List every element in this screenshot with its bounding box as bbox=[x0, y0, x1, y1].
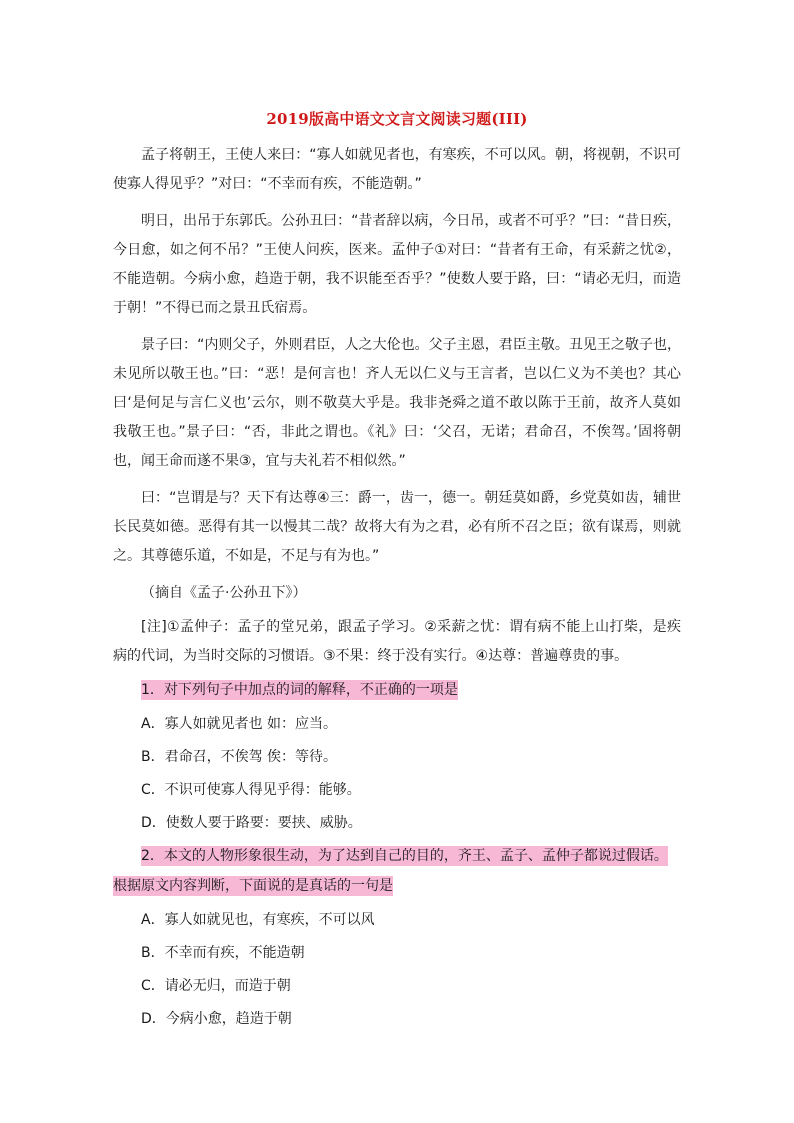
document-body bbox=[113, 141, 681, 1037]
question-1-option-d: D．使数人要于路要：要挟、威胁。 bbox=[141, 815, 362, 831]
question-2-option-b: B．不幸而有疾，不能造朝 bbox=[141, 945, 305, 961]
passage-paragraph-2: 明日，出吊于东郭氏。公孙丑曰：“昔者辞以病，今日吊，或者不可乎？”曰：“昔日疾，今日愈，如之何不吊？”王使人问疾，医来。孟仲子①对曰：“昔者有王命，有采薪之忧②，不能造朝。今病小愈，趋造于朝，我不识能至否乎？”使数人要于路，曰：“请必无归，而造于朝！”不得已而之景丑氏宿焉。 bbox=[113, 213, 681, 316]
question-1-option-a: A．寡人如就见者也 如：应当。 bbox=[141, 716, 338, 732]
document-title: 2019版高中语文文言文阅读习题(III) bbox=[266, 110, 528, 128]
question-1-prompt bbox=[113, 675, 681, 705]
question-2-option-a: A．寡人如就见也，有寒疾，不可以风 bbox=[141, 912, 375, 928]
question-2-option-d: D．今病小愈，趋造于朝 bbox=[141, 1011, 292, 1027]
passage-paragraph-4: 曰：“岂谓是与？天下有达尊④三：爵一，齿一，德一。朝廷莫如爵，乡党莫如齿，辅世长民莫如德。恶得有其一以慢其二哉？故将大有为之君，必有所不召之臣；欲有谋焉，则就之。其尊德乐道，不如是，不足与有为也。” bbox=[113, 490, 681, 564]
question-2-highlight: 2．本文的人物形象很生动，为了达到自己的目的，齐王、孟子、孟仲子都说过假话。根据原文内容判断，下面说的是真话的一句是 bbox=[113, 848, 668, 894]
question-1-highlight: 1．对下列句子中加点的词的解释，不正确的一项是 bbox=[141, 682, 458, 698]
question-1-option-c: C．不识可使寡人得见乎得：能够。 bbox=[141, 782, 361, 798]
passage-paragraph-3: 景子曰：“内则父子，外则君臣，人之大伦也。父子主恩，君臣主敬。丑见王之敬子也，未见所以敬王也。”曰：“恶！是何言也！齐人无以仁义与王言者，岂以仁义为不美也？其心曰‘是何足与言仁义也’云尔，则不敬莫大乎是。我非尧舜之道不敢以陈于王前，故齐人莫如我敬王也。”景子曰：“否，非此之谓也。《礼》曰：‘父召，无诺；君命召，不俟驾。’固将朝也，闻王命而遂不果③，宜与夫礼若不相似然。” bbox=[113, 337, 681, 469]
source-citation: （摘自《孟子·公孙丑下》） bbox=[141, 585, 307, 601]
passage-paragraph-1: 孟子将朝王，王使人来曰：“寡人如就见者也，有寒疾，不可以风。朝，将视朝，不识可使寡人得见乎？”对曰：“不幸而有疾，不能造朝。” bbox=[113, 147, 681, 192]
question-1-option-b: B．君命召，不俟驾 俟：等待。 bbox=[141, 749, 338, 765]
footnotes: [注]①孟仲子：孟子的堂兄弟，跟孟子学习。②采薪之忧：谓有病不能上山打柴，是疾病的代词，为当时交际的习惯语。③不果：终于没有实行。④达尊：普遍尊贵的事。 bbox=[113, 619, 681, 664]
question-2-option-c: C．请必无归，而造于朝 bbox=[141, 978, 291, 994]
question-2-prompt bbox=[113, 841, 681, 901]
